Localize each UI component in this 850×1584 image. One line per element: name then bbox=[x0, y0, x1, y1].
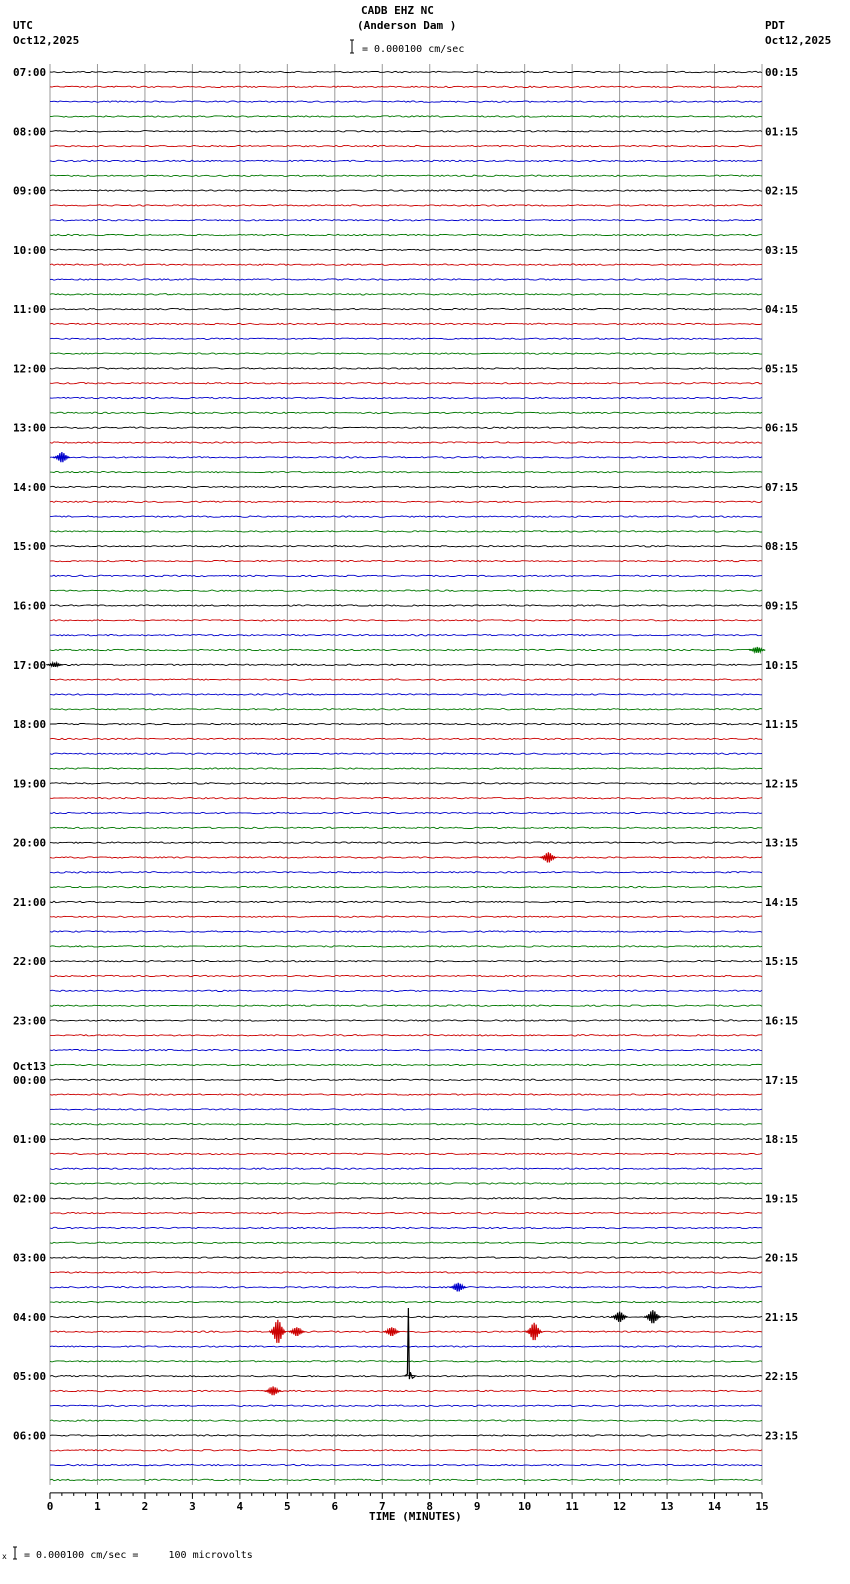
utc-label: UTC bbox=[13, 19, 33, 32]
x-tick-label: 2 bbox=[141, 1499, 149, 1513]
trace-line bbox=[50, 1450, 762, 1451]
pdt-hour-label: 21:15 bbox=[765, 1310, 799, 1324]
seismic-event bbox=[404, 1308, 415, 1379]
trace-line bbox=[50, 1138, 762, 1139]
trace-line bbox=[50, 1005, 762, 1006]
x-axis bbox=[47, 1493, 769, 1513]
site-name: (Anderson Dam ) bbox=[357, 19, 457, 32]
trace-line bbox=[50, 368, 762, 369]
trace-line bbox=[50, 383, 762, 384]
trace-line bbox=[50, 1064, 762, 1065]
utc-hour-label: 19:00 bbox=[13, 777, 47, 791]
utc-hour-label: 14:00 bbox=[13, 480, 47, 494]
trace-line bbox=[50, 738, 762, 739]
trace-line bbox=[50, 412, 762, 413]
trace-line bbox=[50, 931, 762, 932]
labels bbox=[13, 66, 798, 1442]
footer-scale-text: = 0.000100 cm/sec = 100 microvolts bbox=[24, 1550, 253, 1561]
trace-line bbox=[50, 205, 762, 206]
trace-line bbox=[50, 1049, 762, 1050]
trace-line bbox=[50, 427, 762, 428]
utc-hour-label: 07:00 bbox=[13, 66, 47, 79]
trace-line bbox=[50, 294, 762, 295]
trace-line bbox=[50, 709, 762, 710]
pdt-hour-label: 17:15 bbox=[765, 1073, 799, 1087]
seismic-event bbox=[47, 663, 63, 667]
events bbox=[47, 452, 766, 1395]
trace-line bbox=[50, 1301, 762, 1302]
trace-line bbox=[50, 220, 762, 221]
trace-line bbox=[50, 1109, 762, 1110]
trace-line bbox=[50, 86, 762, 87]
trace-line bbox=[50, 946, 762, 947]
utc-hour-label: 23:00 bbox=[13, 1014, 47, 1028]
trace-line bbox=[50, 590, 762, 591]
footer-marker-glyph: x bbox=[2, 1552, 7, 1561]
utc-hour-label: 08:00 bbox=[13, 125, 47, 139]
pdt-hour-label: 04:15 bbox=[765, 303, 799, 317]
pdt-hour-label: 13:15 bbox=[765, 836, 799, 850]
seismic-event bbox=[749, 647, 765, 653]
trace-line bbox=[50, 1479, 762, 1480]
trace-line bbox=[50, 516, 762, 517]
utc-hour-label: 06:00 bbox=[13, 1429, 47, 1443]
utc-hour-label: 11:00 bbox=[13, 303, 47, 317]
trace-line bbox=[50, 694, 762, 695]
trace-line bbox=[50, 1153, 762, 1154]
pdt-hour-label: 10:15 bbox=[765, 658, 799, 672]
pdt-hour-label: 00:15 bbox=[765, 66, 799, 79]
trace-line bbox=[50, 160, 762, 161]
trace-line bbox=[50, 975, 762, 976]
trace-line bbox=[50, 234, 762, 235]
trace-line bbox=[50, 1257, 762, 1258]
trace-line bbox=[50, 101, 762, 102]
trace-line bbox=[50, 961, 762, 962]
pdt-date: Oct12,2025 bbox=[765, 34, 832, 47]
trace-line bbox=[50, 1020, 762, 1021]
utc-hour-label: 00:00 bbox=[13, 1073, 47, 1087]
x-tick-label: 8 bbox=[426, 1499, 434, 1513]
utc-hour-label: 18:00 bbox=[13, 718, 47, 732]
traces bbox=[50, 71, 762, 1480]
trace-line bbox=[50, 1405, 762, 1406]
trace-line bbox=[50, 842, 762, 843]
pdt-hour-label: 09:15 bbox=[765, 599, 799, 613]
trace-line bbox=[50, 916, 762, 917]
x-tick-label: 1 bbox=[94, 1499, 101, 1513]
trace-line bbox=[50, 1464, 762, 1465]
utc-hour-label: 21:00 bbox=[13, 895, 47, 909]
seismic-event bbox=[54, 452, 70, 462]
trace-line bbox=[50, 886, 762, 887]
utc-hour-label: 04:00 bbox=[13, 1310, 47, 1324]
trace-line bbox=[50, 353, 762, 354]
x-tick-label: 0 bbox=[46, 1499, 54, 1513]
pdt-hour-label: 15:15 bbox=[765, 955, 799, 969]
trace-line bbox=[50, 190, 762, 191]
trace-line bbox=[50, 605, 762, 606]
pdt-hour-label: 14:15 bbox=[765, 895, 799, 909]
trace-line bbox=[50, 827, 762, 828]
pdt-hour-label: 07:15 bbox=[765, 480, 799, 494]
utc-date: Oct12,2025 bbox=[13, 34, 80, 47]
trace-line bbox=[50, 145, 762, 146]
trace-line bbox=[50, 131, 762, 132]
scale-bars bbox=[2, 40, 354, 1561]
trace-line bbox=[50, 1287, 762, 1288]
pdt-hour-label: 20:15 bbox=[765, 1251, 799, 1265]
x-tick-label: 12 bbox=[612, 1499, 627, 1513]
trace-line bbox=[50, 664, 762, 665]
trace-line bbox=[50, 1212, 762, 1213]
trace-line bbox=[50, 397, 762, 398]
pdt-hour-label: 01:15 bbox=[765, 125, 799, 139]
trace-line bbox=[50, 560, 762, 561]
trace-line bbox=[50, 1435, 762, 1436]
x-tick-label: 6 bbox=[331, 1499, 339, 1513]
seismic-event bbox=[384, 1327, 400, 1336]
trace-line bbox=[50, 1094, 762, 1095]
x-tick-label: 4 bbox=[236, 1499, 244, 1513]
trace-line bbox=[50, 471, 762, 472]
x-tick-label: 5 bbox=[284, 1499, 291, 1513]
pdt-hour-label: 02:15 bbox=[765, 184, 799, 198]
trace-line bbox=[50, 1242, 762, 1243]
trace-line bbox=[50, 1183, 762, 1184]
pdt-label: PDT bbox=[765, 19, 785, 32]
utc-hour-label: 15:00 bbox=[13, 540, 47, 554]
pdt-hour-label: 08:15 bbox=[765, 540, 799, 554]
utc-hour-label: 16:00 bbox=[13, 599, 47, 613]
utc-hour-label: 17:00 bbox=[13, 658, 47, 672]
utc-hour-label: 20:00 bbox=[13, 836, 47, 850]
trace-line bbox=[50, 1346, 762, 1347]
trace-line bbox=[50, 338, 762, 339]
trace-line bbox=[50, 783, 762, 784]
utc-hour-label: 22:00 bbox=[13, 955, 47, 969]
trace-line bbox=[50, 501, 762, 502]
trace-line bbox=[50, 753, 762, 754]
trace-line bbox=[50, 116, 762, 117]
trace-line bbox=[50, 575, 762, 576]
pdt-hour-label: 19:15 bbox=[765, 1192, 799, 1206]
x-tick-label: 13 bbox=[660, 1499, 674, 1513]
trace-line bbox=[50, 249, 762, 250]
trace-line bbox=[50, 442, 762, 443]
trace-line bbox=[50, 812, 762, 813]
trace-line bbox=[50, 531, 762, 532]
seismic-event bbox=[450, 1283, 466, 1292]
trace-line bbox=[50, 857, 762, 858]
trace-line bbox=[50, 649, 762, 650]
pdt-hour-label: 06:15 bbox=[765, 421, 799, 435]
trace-line bbox=[50, 1124, 762, 1125]
x-tick-label: 14 bbox=[707, 1499, 722, 1513]
x-tick-label: 9 bbox=[473, 1499, 481, 1513]
x-tick-label: 15 bbox=[755, 1499, 769, 1513]
trace-line bbox=[50, 1331, 762, 1332]
pdt-hour-label: 03:15 bbox=[765, 243, 799, 257]
x-tick-label: 7 bbox=[378, 1499, 386, 1513]
utc-hour-label: 01:00 bbox=[13, 1133, 47, 1147]
date-change-label: Oct13 bbox=[13, 1059, 47, 1073]
trace-line bbox=[50, 768, 762, 769]
utc-hour-label: 03:00 bbox=[13, 1251, 47, 1265]
trace-line bbox=[50, 175, 762, 176]
utc-hour-label: 13:00 bbox=[13, 421, 47, 435]
trace-line bbox=[50, 635, 762, 636]
utc-hour-label: 05:00 bbox=[13, 1370, 47, 1384]
seismic-event bbox=[645, 1310, 661, 1323]
pdt-hour-label: 16:15 bbox=[765, 1014, 799, 1028]
seismic-event bbox=[270, 1320, 286, 1343]
trace-line bbox=[50, 1361, 762, 1362]
utc-hour-label: 12:00 bbox=[13, 362, 47, 376]
utc-hour-label: 10:00 bbox=[13, 243, 47, 257]
seismic-event bbox=[526, 1323, 542, 1340]
trace-line bbox=[50, 1035, 762, 1036]
scale-bar-text: = 0.000100 cm/sec bbox=[362, 44, 465, 55]
trace-line bbox=[50, 279, 762, 280]
pdt-hour-label: 11:15 bbox=[765, 718, 799, 732]
trace-line bbox=[50, 1227, 762, 1228]
trace-line bbox=[50, 71, 762, 72]
trace-line bbox=[50, 798, 762, 799]
trace-line bbox=[50, 1272, 762, 1273]
trace-line bbox=[50, 723, 762, 724]
trace-line bbox=[50, 546, 762, 547]
pdt-hour-label: 05:15 bbox=[765, 362, 799, 376]
trace-line bbox=[50, 620, 762, 621]
trace-line bbox=[50, 1079, 762, 1080]
trace-line bbox=[50, 264, 762, 265]
trace-line bbox=[50, 1390, 762, 1391]
x-tick-label: 3 bbox=[189, 1499, 196, 1513]
seismic-event bbox=[265, 1387, 281, 1396]
seismic-event bbox=[540, 852, 556, 862]
station-title: CADB EHZ NC bbox=[361, 4, 434, 17]
utc-hour-label: 09:00 bbox=[13, 184, 47, 198]
pdt-hour-label: 23:15 bbox=[765, 1429, 799, 1443]
utc-hour-label: 02:00 bbox=[13, 1192, 47, 1206]
trace-line bbox=[50, 990, 762, 991]
trace-line bbox=[50, 1420, 762, 1421]
x-tick-label: 10 bbox=[518, 1499, 532, 1513]
trace-line bbox=[50, 679, 762, 680]
pdt-hour-label: 22:15 bbox=[765, 1370, 799, 1384]
trace-line bbox=[50, 872, 762, 873]
trace-line bbox=[50, 457, 762, 458]
trace-line bbox=[50, 323, 762, 324]
trace-line bbox=[50, 486, 762, 487]
trace-line bbox=[50, 1198, 762, 1199]
trace-line bbox=[50, 308, 762, 309]
pdt-hour-label: 12:15 bbox=[765, 777, 799, 791]
x-tick-label: 11 bbox=[565, 1499, 579, 1513]
seismic-event bbox=[289, 1327, 305, 1336]
x-axis-label: TIME (MINUTES) bbox=[369, 1510, 462, 1523]
pdt-hour-label: 18:15 bbox=[765, 1133, 799, 1147]
trace-line bbox=[50, 1168, 762, 1169]
trace-line bbox=[50, 901, 762, 902]
